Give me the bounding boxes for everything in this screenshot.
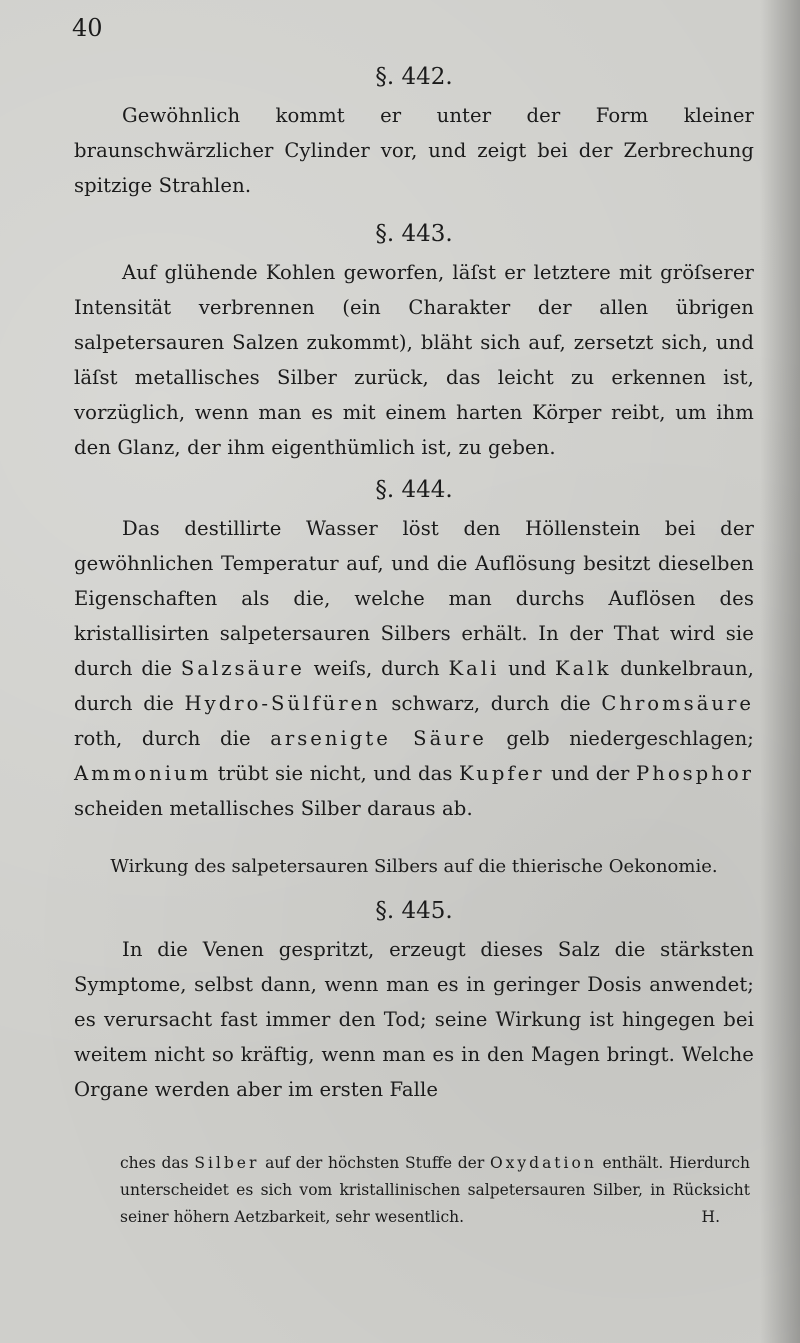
section-heading-445: §. 445. (375, 898, 453, 924)
reagent-kalk: Kalk (555, 657, 612, 680)
reagent-chromsaeure: Chromsäure (601, 692, 754, 715)
paragraph-442: Gewöhnlich kommt er unter der Form kleiner braunschwärzlicher Cylinder vor, und zeigt bei der Zerbrechung spitzige Strahlen. (74, 104, 754, 197)
term-oxydation: Oxydation (489, 1154, 597, 1172)
paragraph-445: In die Venen gespritzt, erzeugt dieses Salz die stärksten Symptome, selbst dann, wenn man es in geringer Dosis anwendet; es verursacht fast immer den Tod; seine Wirkung ist hingegen bei weitem nicht so kräftig, wenn man es in den Magen bringt. Welche Organe werden aber im ersten Falle (74, 938, 754, 1101)
text-run: weiſs, durch (304, 657, 449, 680)
text-run: und der (544, 762, 637, 785)
text-run: Das destillirte Wasser löst den Höllenstein bei der gewöhnlichen Temperatur auf, und die Auflösung besitzt dieselben Eigenschaften als die, welche man durchs Auflösen des kristallisirten salpetersauren Silbers erhält. In der That wird sie durch die (74, 517, 754, 680)
reagent-salzsaeure: Salzsäure (180, 657, 305, 680)
text-run: gelb niedergeschlagen; (486, 727, 754, 750)
footnote-signature: H. (701, 1208, 720, 1226)
term-silber: Silber (194, 1154, 260, 1172)
reagent-ammonium: Ammonium (74, 762, 212, 785)
text-run: trübt sie nicht, und das (211, 762, 460, 785)
text-run: dunkelbraun, durch die (74, 657, 755, 715)
text-run: scheiden metallisches Silber daraus ab. (74, 797, 473, 820)
reagent-phosphor: Phosphor (636, 762, 754, 785)
text-run: ches das (120, 1154, 195, 1172)
paragraph-444 (74, 511, 754, 826)
reagent-kali: Kali (448, 657, 500, 680)
section-heading-444: §. 444. (375, 477, 453, 503)
section-heading-442: §. 442. (375, 64, 453, 90)
main-text (74, 60, 754, 1107)
text-run: und (499, 657, 555, 680)
page-number: 40 (72, 14, 103, 42)
chapter-subheading: Wirkung des salpetersauren Silbers auf die thierische Oekonomie. (110, 856, 718, 877)
reagent-arsenigte-saeure: arsenigte Säure (270, 727, 487, 750)
text-run: roth, durch die (74, 727, 271, 750)
text-run: enthält. Hierdurch unterscheidet es sich vom kristallinischen salpetersauren Silber, in Rücksicht seiner höhern Aetzbarkeit, sehr wesentlich. (120, 1154, 750, 1226)
reagent-hydro-suelfueren: Hydro-Sülfüren (184, 692, 381, 715)
paragraph-443: Auf glühende Kohlen geworfen, läſst er letztere mit gröſserer Intensität verbrennen (ein Charakter der allen übrigen salpetersauren Salzen zukommt), bläht sich auf, zersetzt sich, und läſst metallisches Silber zurück, das leicht zu erkennen ist, vorzüglich, wenn man es mit einem harten Körper reibt, um ihm den Glanz, der ihm eigenthümlich ist, zu geben. (74, 261, 754, 459)
text-run: schwarz, durch die (380, 692, 602, 715)
footnote (120, 1150, 750, 1231)
section-heading-443: §. 443. (375, 221, 453, 247)
text-run: auf der höchsten Stuffe der (259, 1154, 490, 1172)
footnote-text (120, 1150, 750, 1231)
page-edge-shadow (760, 0, 800, 1343)
reagent-kupfer: Kupfer (459, 762, 545, 785)
